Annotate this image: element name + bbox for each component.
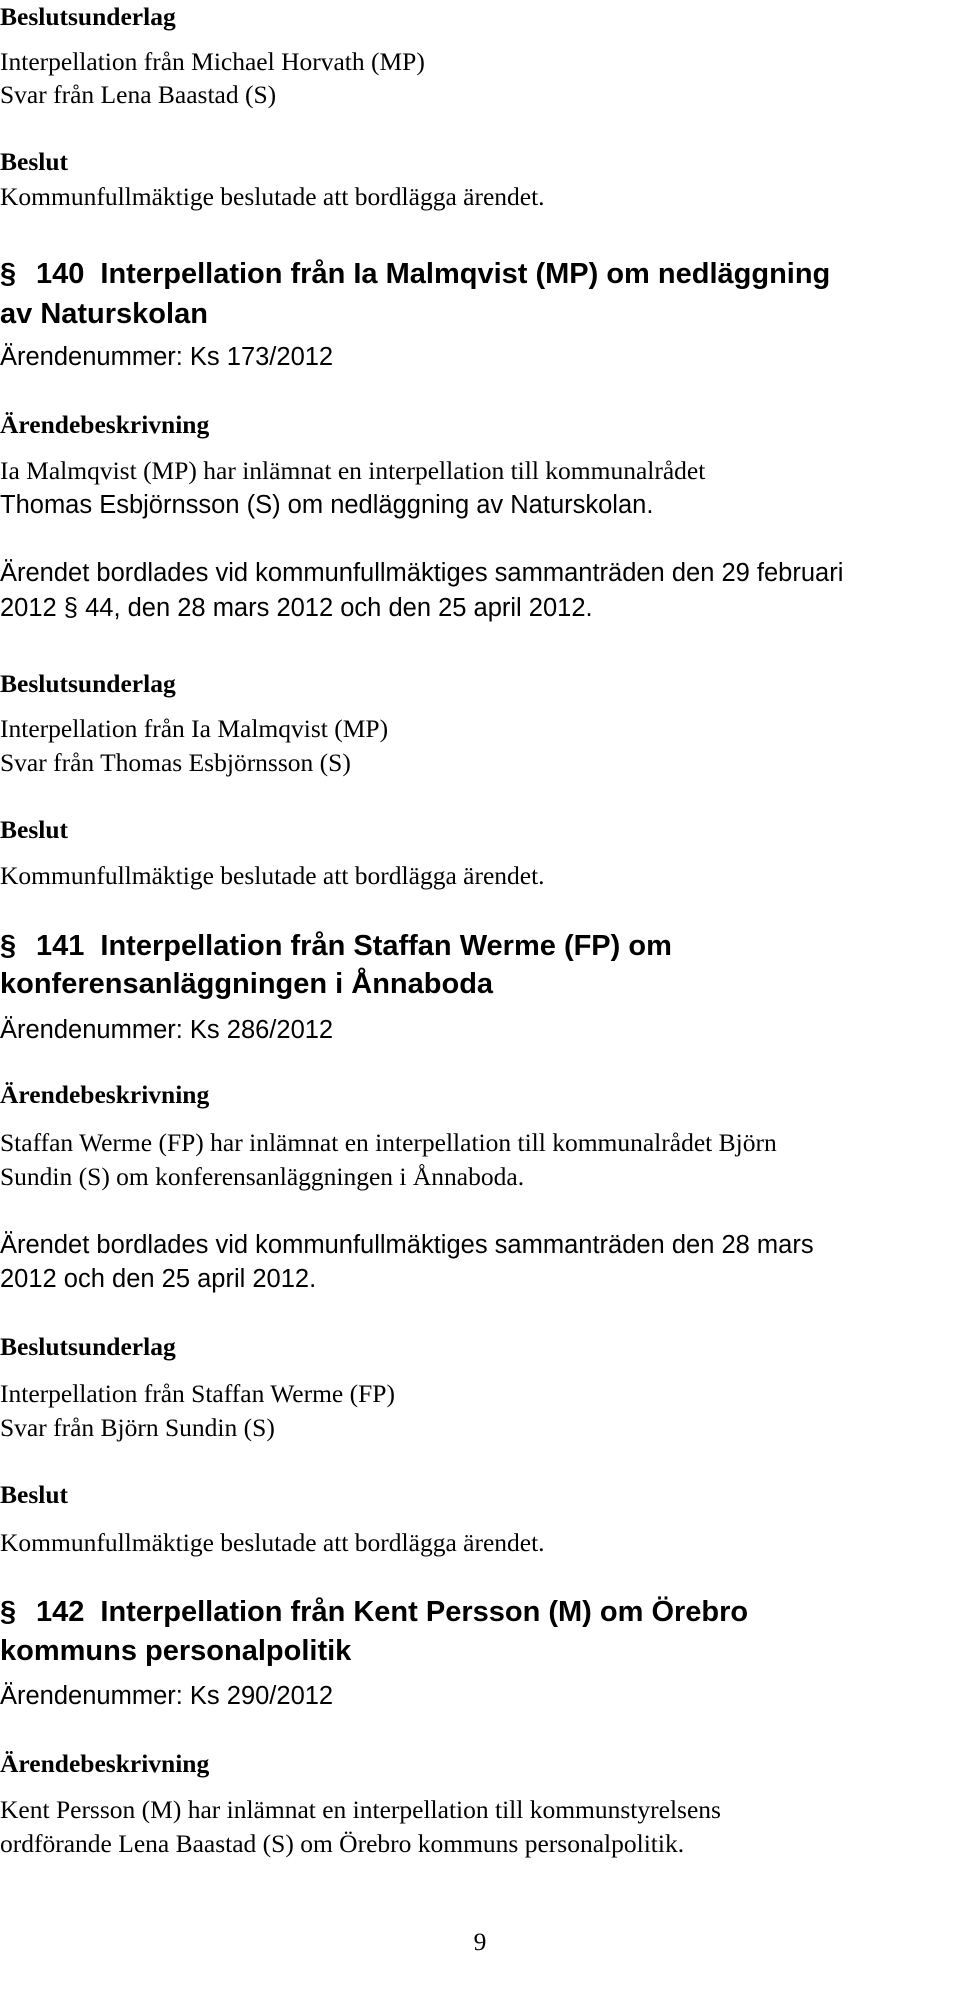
beslutsunderlag-heading: Beslutsunderlag [0, 2, 176, 31]
beskrivning-line: Kent Persson (M) har inlämnat en interpellation till kommunstyrelsens [0, 1795, 721, 1824]
section-title-continued: av Naturskolan [0, 298, 208, 330]
bordlagt-line: 2012 § 44, den 28 mars 2012 och den 25 april 2012. [0, 594, 593, 622]
beskrivning-line: Sundin (S) om konferensanläggningen i Ånnaboda. [0, 1162, 525, 1191]
arendenummer: Ärendenummer: Ks 290/2012 [0, 1682, 334, 1710]
arendenummer: Ärendenummer: Ks 286/2012 [0, 1016, 334, 1044]
underlag-line: Interpellation från Ia Malmqvist (MP) [0, 714, 389, 743]
arendebeskrivning-heading: Ärendebeskrivning [0, 1749, 210, 1778]
bordlagt-line: Ärendet bordlades vid kommunfullmäktiges sammanträden den 29 februari [0, 559, 844, 587]
paragraph-symbol: § [0, 1596, 17, 1628]
bordlagt-line: 2012 och den 25 april 2012. [0, 1265, 317, 1293]
underlag-line: Svar från Lena Baastad (S) [0, 80, 277, 109]
beskrivning-line: ordförande Lena Baastad (S) om Örebro kommuns personalpolitik. [0, 1829, 685, 1858]
underlag-line: Interpellation från Michael Horvath (MP) [0, 47, 425, 76]
beslut-text: Kommunfullmäktige beslutade att bordlägga ärendet. [0, 861, 545, 890]
section-title-continued: kommuns personalpolitik [0, 1635, 352, 1667]
section-heading [0, 1593, 748, 1631]
beslut-heading: Beslut [0, 1480, 69, 1509]
beskrivning-line: Ia Malmqvist (MP) har inlämnat en interpellation till kommunalrådet [0, 456, 706, 485]
section-number: 140 [36, 258, 85, 290]
beslut-heading: Beslut [0, 815, 69, 844]
underlag-line: Svar från Björn Sundin (S) [0, 1413, 275, 1442]
arendebeskrivning-heading: Ärendebeskrivning [0, 1080, 210, 1109]
beslut-heading: Beslut [0, 147, 69, 176]
beslut-text: Kommunfullmäktige beslutade att bordlägga ärendet. [0, 1528, 545, 1557]
beskrivning-line: Thomas Esbjörnsson (S) om nedläggning av Naturskolan. [0, 491, 654, 519]
section-title: Interpellation från Kent Persson (M) om Örebro [100, 1596, 749, 1628]
page-number: 9 [473, 1927, 487, 1956]
arendebeskrivning-heading: Ärendebeskrivning [0, 410, 210, 439]
section-title: Interpellation från Staffan Werme (FP) om [100, 930, 672, 962]
beslutsunderlag-heading: Beslutsunderlag [0, 669, 176, 698]
arendenummer: Ärendenummer: Ks 173/2012 [0, 343, 334, 371]
section-heading [0, 927, 672, 965]
underlag-line: Svar från Thomas Esbjörnsson (S) [0, 748, 351, 777]
paragraph-symbol: § [0, 930, 17, 962]
bordlagt-line: Ärendet bordlades vid kommunfullmäktiges sammanträden den 28 mars [0, 1231, 814, 1259]
underlag-line: Interpellation från Staffan Werme (FP) [0, 1379, 395, 1408]
section-number: 142 [36, 1596, 85, 1628]
beslutsunderlag-heading: Beslutsunderlag [0, 1332, 176, 1361]
paragraph-symbol: § [0, 258, 17, 290]
section-title: Interpellation från Ia Malmqvist (MP) om nedläggning [100, 258, 831, 290]
beskrivning-line: Staffan Werme (FP) har inlämnat en interpellation till kommunalrådet Björn [0, 1128, 777, 1157]
section-number: 141 [36, 930, 85, 962]
beslut-text: Kommunfullmäktige beslutade att bordlägga ärendet. [0, 182, 545, 211]
section-heading [0, 255, 830, 293]
section-title-continued: konferensanläggningen i Ånnaboda [0, 968, 494, 1000]
